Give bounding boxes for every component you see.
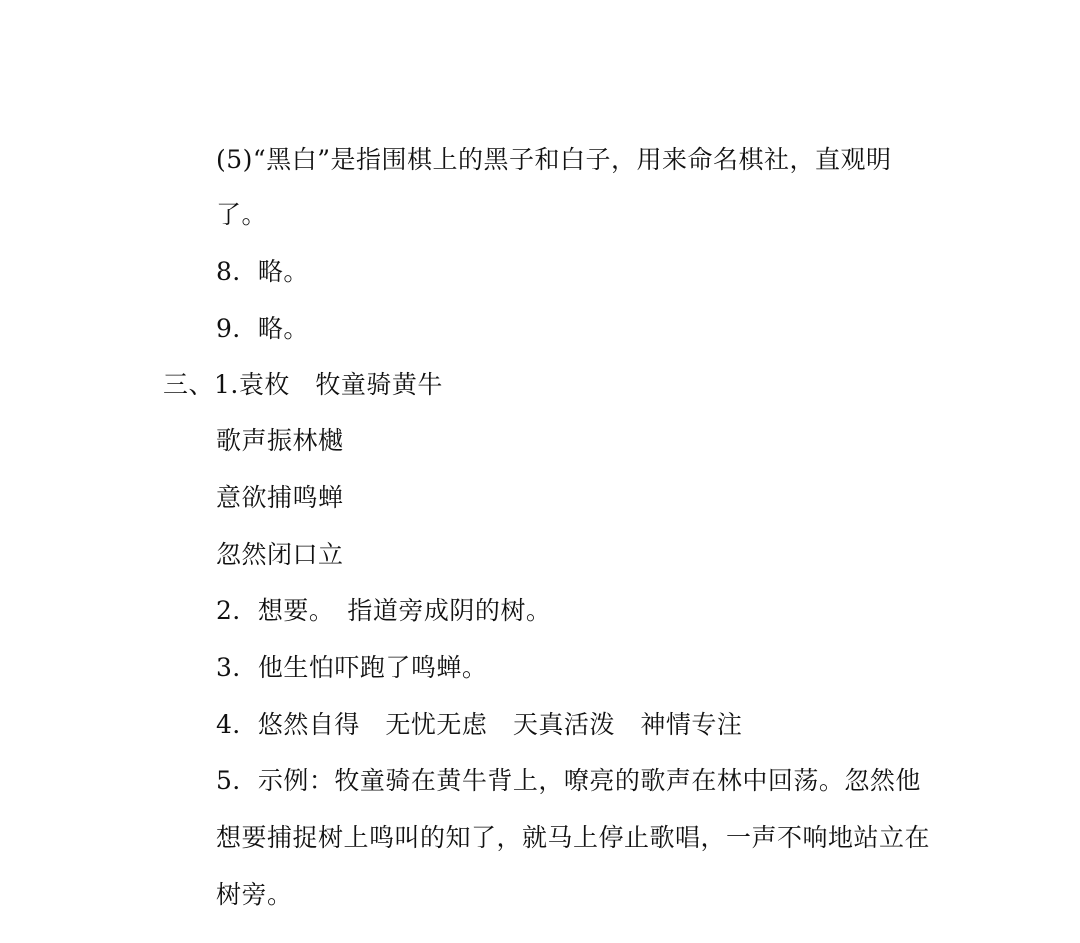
section-three-heading: 三、1.袁枚 牧童骑黄牛 xyxy=(163,370,443,399)
answer-9: 9．略。 xyxy=(216,314,309,343)
answer-3-5-line-2: 想要捕捉树上鸣叫的知了，就马上停止歌唱，一声不响地站立在 xyxy=(216,823,931,852)
poem-line-2: 歌声振林樾 xyxy=(216,426,344,455)
answer-5-line-2: 了。 xyxy=(216,200,268,229)
answer-3-3: 3．他生怕吓跑了鸣蝉。 xyxy=(216,653,488,682)
poem-line-3: 意欲捕鸣蝉 xyxy=(216,483,344,512)
answer-3-4: 4．悠然自得 无忧无虑 天真活泼 神情专注 xyxy=(216,710,743,739)
answer-5-line-1: (5)“黑白”是指围棋上的黑子和白子，用来命名棋社，直观明 xyxy=(216,145,892,174)
answer-3-5-line-3: 树旁。 xyxy=(216,880,293,909)
poem-line-4: 忽然闭口立 xyxy=(216,540,344,569)
answer-8: 8．略。 xyxy=(216,257,309,286)
answer-3-2: 2．想要。 指道旁成阴的树。 xyxy=(216,596,552,625)
answer-3-5-line-1: 5．示例：牧童骑在黄牛背上，嘹亮的歌声在林中回荡。忽然他 xyxy=(216,766,921,795)
